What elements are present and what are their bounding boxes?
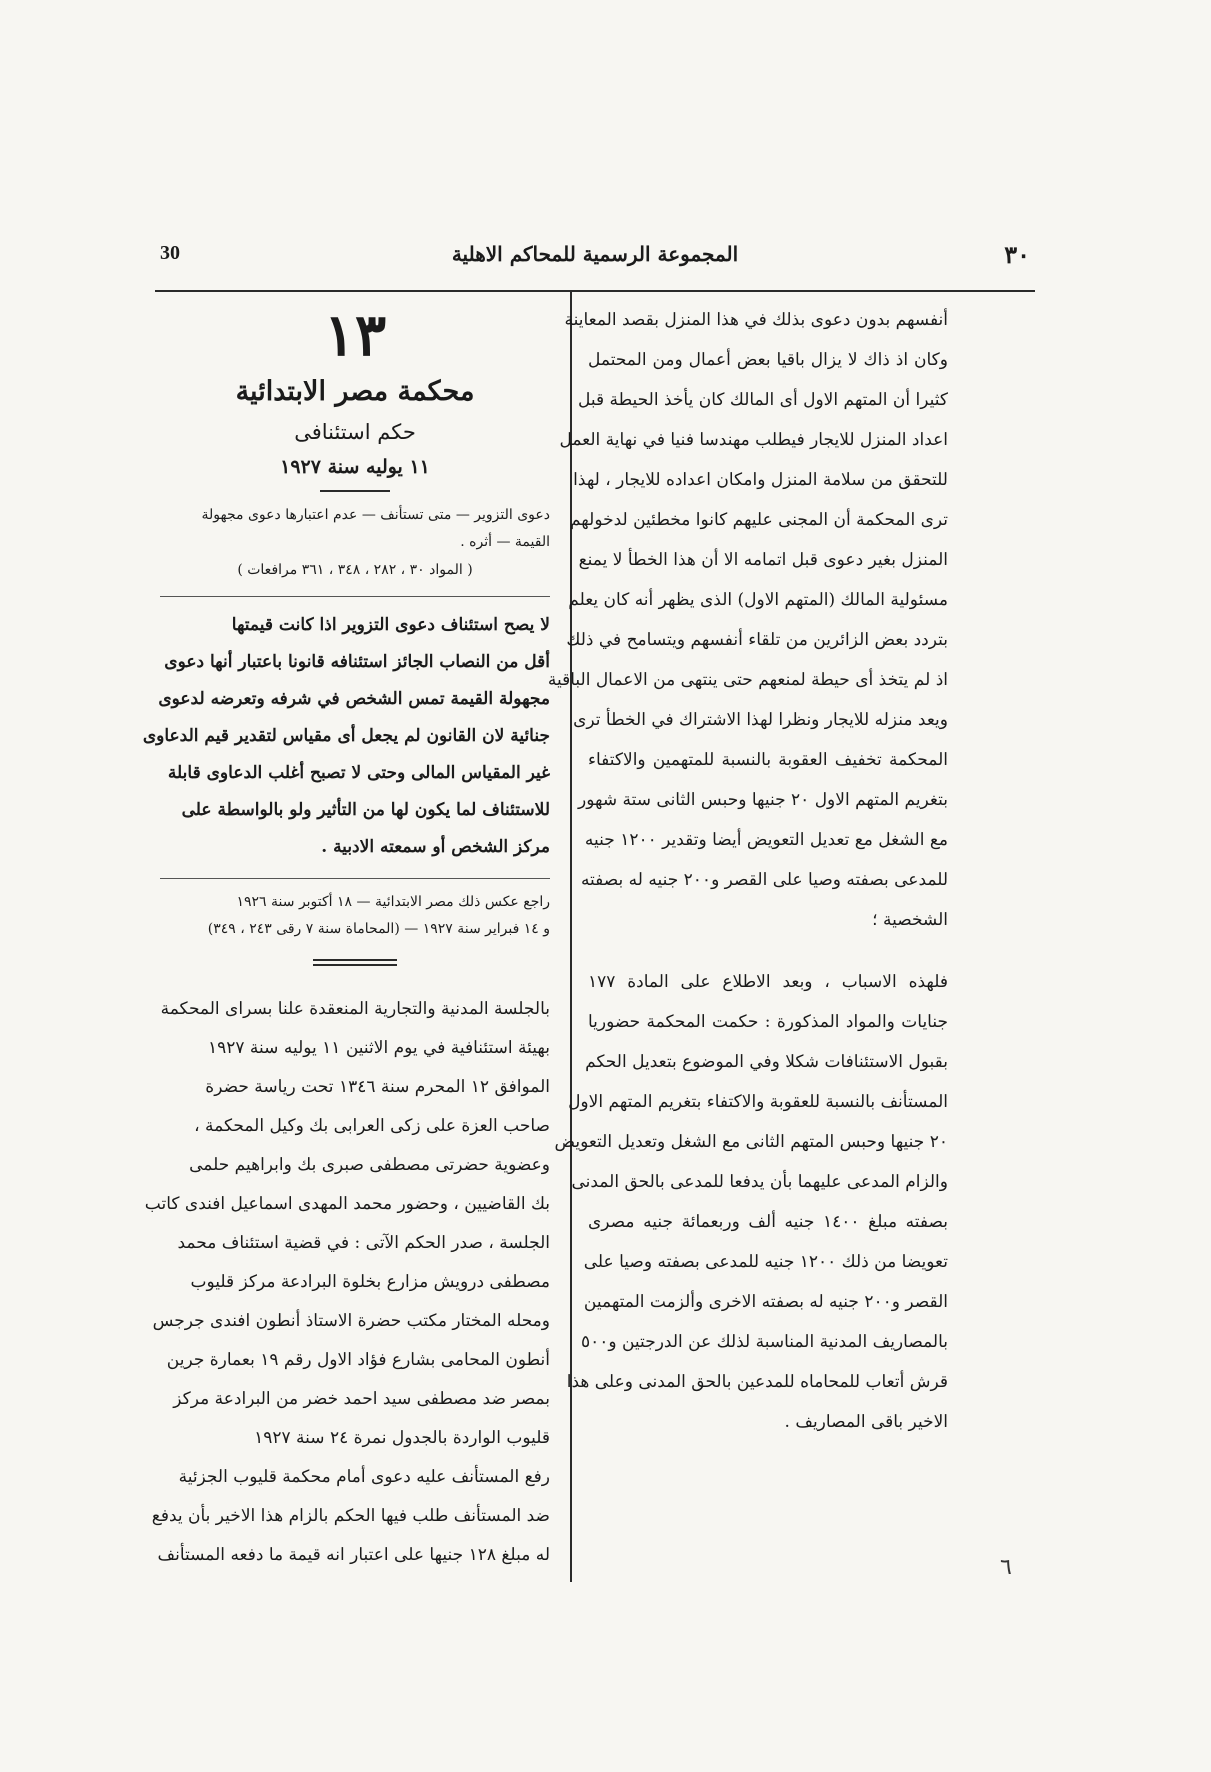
- text-line: ومحله المختار مكتب حضرة الاستاذ أنطون افندى جرجس: [152, 1311, 550, 1331]
- text-line: مسئولية المالك (المتهم الاول) الذى يظهر أنه كان يعلم: [568, 590, 948, 610]
- judgment-type: حكم استئنافى: [294, 420, 416, 444]
- text-line: بتردد بعض الزائرين من تلقاء أنفسهم ويتسامح في ذلك: [566, 630, 948, 650]
- text-line: اذ لم يتخذ أى حيطة لمنعهم حتى ينتهى من الاعمال الباقية: [547, 670, 948, 690]
- text-line: بك القاضيين ، وحضور محمد المهدى اسماعيل افندى كاتب: [144, 1194, 550, 1214]
- text-line: مصطفى درويش مزارع بخلوة البرادعة مركز قليوب: [190, 1272, 550, 1292]
- publication-title: المجموعة الرسمية للمحاكم الاهلية: [451, 242, 739, 266]
- session-paragraph: [144, 990, 550, 1458]
- text-line: جنائية لان القانون لم يجعل أى مقياس لتقدير قيم الدعاوى: [142, 726, 550, 746]
- text-line: بقبول الاستئنافات شكلا وفي الموضوع بتعديل الحكم: [585, 1052, 948, 1072]
- case-number: ١٣: [323, 301, 387, 369]
- cited-articles: ( المواد ٣٠ ، ٢٨٢ ، ٣٤٨ ، ٣٦١ مرافعات ): [237, 562, 473, 578]
- text-line: قرش أتعاب للمحاماه للمدعين بالحق المدنى وعلى هذا: [566, 1372, 948, 1392]
- text-line: دعوى التزوير — متى تستأنف — عدم اعتبارها دعوى مجهولة: [201, 507, 550, 523]
- section-divider: [160, 596, 550, 597]
- legal-principle: [142, 607, 550, 866]
- page-number-arabic: ٣٠: [1004, 240, 1030, 269]
- judgment-date: ١١ يوليه سنة ١٩٢٧: [280, 456, 430, 478]
- text-line: صاحب العزة على زكى العرابى بك وكيل المحكمة ،: [194, 1116, 550, 1136]
- double-divider: [313, 959, 397, 966]
- court-name: محكمة مصر الابتدائية: [235, 376, 475, 407]
- right-paragraph-1: [547, 300, 948, 940]
- section-divider: [160, 878, 550, 879]
- text-line: الموافق ١٢ المحرم سنة ١٣٤٦ تحت رياسة حضرة: [205, 1077, 550, 1097]
- marginal-mark: ٦: [1000, 1555, 1012, 1580]
- text-line: غير المقياس المالى وحتى لا تصبح أغلب الدعاوى قابلة: [167, 763, 550, 783]
- text-line: و ١٤ فبراير سنة ١٩٢٧ — (المحاماة سنة ٧ رقى ٢٤٣ ، ٣٤٩): [207, 921, 550, 937]
- text-line: مع الشغل مع تعديل التعويض أيضا وتقدير ١٢٠٠ جنيه: [584, 830, 948, 850]
- text-line: والزام المدعى عليهما بأن يدفعا للمدعى بالحق المدنى: [571, 1172, 948, 1192]
- text-line: للتحقق من سلامة المنزل وامكان اعداده للايجار ، لهذا: [573, 470, 948, 490]
- text-line: لا يصح استئناف دعوى التزوير اذا كانت قيمتها: [231, 615, 550, 635]
- text-line: القيمة — أثره .: [460, 534, 550, 550]
- text-line: تعويضا من ذلك ١٢٠٠ جنيه للمدعى بصفته وصيا على: [583, 1252, 948, 1272]
- text-line: مجهولة القيمة تمس الشخص في شرفه وتعرضه لدعوى: [158, 689, 550, 709]
- text-line: الجلسة ، صدر الحكم الآتى : في قضية استئناف محمد: [177, 1233, 550, 1253]
- right-column: [547, 300, 948, 1442]
- text-line: بتغريم المتهم الاول ٢٠ جنيها وحبس الثانى ستة شهور: [578, 790, 948, 810]
- header-rule: [155, 290, 1035, 292]
- reference-note: [160, 889, 550, 943]
- text-line: بمصر ضد مصطفى سيد احمد خضر من البرادعة مركز: [173, 1389, 550, 1409]
- text-line: جنايات والمواد المذكورة : حكمت المحكمة حضوريا: [588, 1012, 948, 1032]
- text-line: المستأنف بالنسبة للعقوبة والاكتفاء بتغريم المتهم الاول: [568, 1092, 948, 1112]
- text-line: له مبلغ ١٢٨ جنيها على اعتبار انه قيمة ما دفعه المستأنف: [157, 1545, 550, 1565]
- text-line: راجع عكس ذلك مصر الابتدائية — ١٨ أكتوبر سنة ١٩٢٦: [236, 894, 550, 910]
- text-line: ضد المستأنف طلب فيها الحكم بالزام هذا الاخير بأن يدفع: [151, 1506, 550, 1526]
- left-column: [142, 300, 550, 1575]
- text-line: مركز الشخص أو سمعته الادبية .: [321, 837, 550, 857]
- text-line: بهيئة استئنافية في يوم الاثنين ١١ يوليه سنة ١٩٢٧: [208, 1038, 550, 1058]
- text-line: القصر و٢٠٠ جنيه له بصفته الاخرى وألزمت المتهمين: [583, 1292, 948, 1312]
- text-line: للاستئناف لما يكون لها من التأثير ولو بالواسطة على: [181, 800, 550, 820]
- text-line: رفع المستأنف عليه دعوى أمام محكمة قليوب الجزئية: [178, 1467, 550, 1487]
- right-paragraph-2: [554, 962, 948, 1442]
- text-line: للمدعى بصفته وصيا على القصر و٢٠٠ جنيه له بصفته: [580, 870, 948, 890]
- text-line: بالمصاريف المدنية المناسبة لذلك عن الدرجتين و٥٠٠: [580, 1332, 948, 1352]
- text-line: ويعد منزله للايجار ونظرا لهذا الاشتراك في الخطأ ترى: [573, 710, 948, 730]
- text-line: أقل من النصاب الجائز استئنافه قانونا باعتبار أنها دعوى: [164, 652, 550, 672]
- text-line: قليوب الواردة بالجدول نمرة ٢٤ سنة ١٩٢٧: [254, 1428, 550, 1448]
- text-line: الشخصية ؛: [872, 910, 948, 930]
- text-line: وعضوية حضرتى مصطفى صبرى بك وابراهيم حلمى: [189, 1155, 550, 1175]
- page-number: 30: [160, 242, 180, 264]
- text-line: اعداد المنزل للايجار فيطلب مهندسا فنيا في نهاية العمل: [559, 430, 948, 450]
- page-header: [160, 240, 1030, 280]
- keywords: [160, 502, 550, 556]
- text-line: بصفته مبلغ ١٤٠٠ جنيه ألف وربعمائة جنيه مصرى: [588, 1212, 948, 1232]
- text-line: الاخير باقى المصاريف .: [784, 1412, 948, 1432]
- text-line: ترى المحكمة أن المجنى عليهم كانوا مخطئين لدخولهم: [569, 510, 948, 530]
- text-line: أنفسهم بدون دعوى بذلك في هذا المنزل بقصد المعاينة: [564, 310, 948, 330]
- text-line: وكان اذ ذاك لا يزال باقيا بعض أعمال ومن المحتمل: [588, 350, 948, 370]
- text-line: ٢٠ جنيها وحبس المتهم الثانى مع الشغل وتعديل التعويض: [554, 1132, 948, 1152]
- facts-paragraph: [151, 1458, 550, 1575]
- text-line: المنزل بغير دعوى قبل اتمامه الا أن هذا الخطأ لا يمنع: [578, 550, 948, 570]
- text-line: أنطون المحامى بشارع فؤاد الاول رقم ١٩ بعمارة جرين: [166, 1350, 550, 1370]
- text-line: فلهذه الاسباب ، وبعد الاطلاع على المادة ١٧٧: [588, 972, 948, 992]
- text-line: كثيرا أن المتهم الاول أى المالك كان يأخذ الحيطة قبل: [577, 390, 948, 410]
- title-divider: [320, 490, 390, 492]
- text-line: بالجلسة المدنية والتجارية المنعقدة علنا بسراى المحكمة: [160, 999, 550, 1019]
- text-line: المحكمة تخفيف العقوبة بالنسبة للمتهمين والاكتفاء: [588, 750, 948, 770]
